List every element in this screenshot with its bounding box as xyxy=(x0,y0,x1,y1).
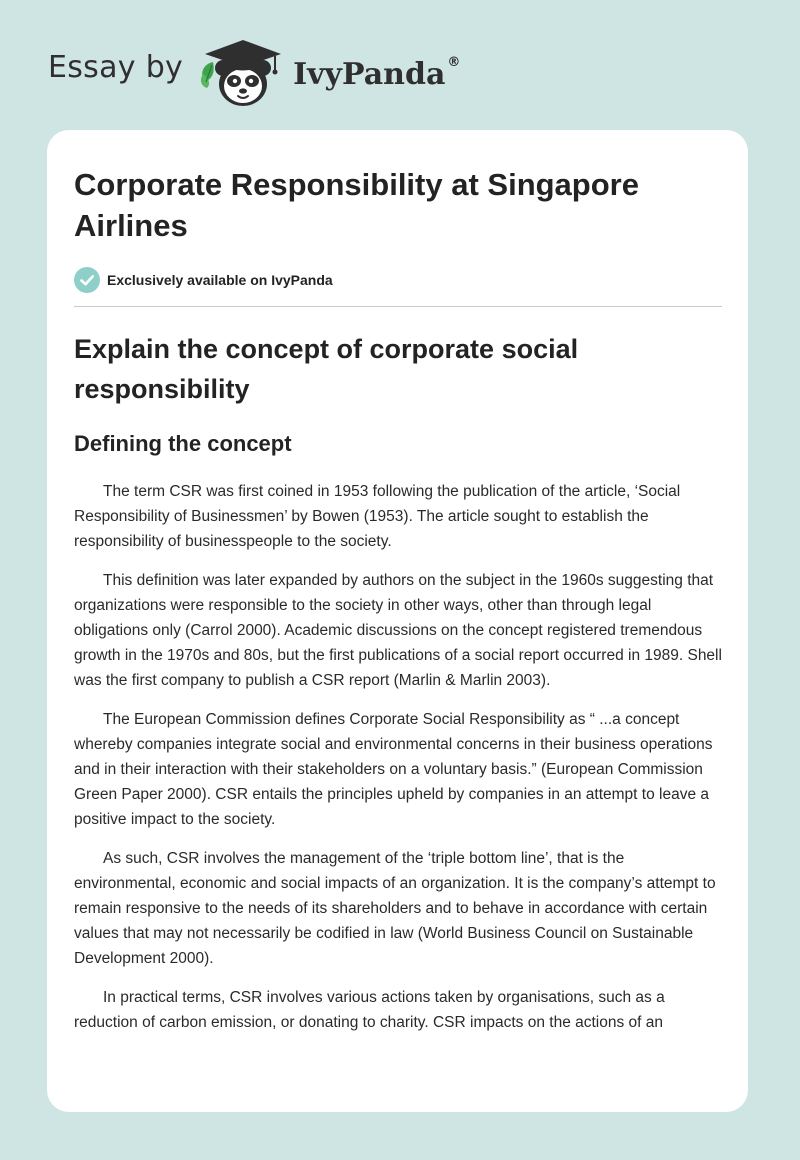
exclusive-label: Exclusively available on IvyPanda xyxy=(107,272,333,288)
panda-graduate-logo-icon xyxy=(195,34,291,110)
essay-content xyxy=(74,164,722,1049)
paragraph: This definition was later expanded by authors on the subject in the 1960s suggesting that organizations were responsible to the society in other ways, other than through legal obligations only (Carrol 2000). Academic discussions on the concept registered tremendous growth in the 1970s and 80s, but the first publications of a social report occurred in 1989. Shell was the first company to publish a CSR report (Marlin & Marlin 2003). xyxy=(74,572,722,689)
divider xyxy=(74,306,722,307)
paragraph: The European Commission defines Corporate Social Responsibility as “ ...a concept whereby companies integrate social and environmental concerns in their business operations and in their interaction with their stakeholders on a voluntary basis.” (European Commission Green Paper 2000). CSR entails the principles upheld by companies in an attempt to leave a positive impact to the society. xyxy=(74,711,713,828)
paragraph: In practical terms, CSR involves various actions taken by organisations, such as a reduction of carbon emission, or donating to charity. CSR impacts on the actions of an xyxy=(74,989,665,1031)
essay-title: Corporate Responsibility at Singapore Airlines xyxy=(74,167,639,243)
essay-card xyxy=(47,130,748,1112)
brand-header[interactable] xyxy=(48,34,460,110)
registered-mark: ® xyxy=(447,54,461,70)
section-heading: Explain the concept of corporate social responsibility xyxy=(74,334,579,404)
essay-body xyxy=(74,479,722,1035)
exclusive-badge xyxy=(74,267,722,293)
brand-name: IvyPanda xyxy=(293,56,446,92)
sub-heading: Defining the concept xyxy=(74,431,292,456)
paragraph: As such, CSR involves the management of the ‘triple bottom line’, that is the environmental, economic and social impacts of an organization. It is the company’s attempt to remain responsive to the needs of its shareholders and to behave in accordance with certain values that may not necessarily be codified in law (World Business Council on Sustainable Development 2000). xyxy=(74,850,716,967)
brand-prefix: Essay by xyxy=(48,49,184,85)
paragraph: The term CSR was first coined in 1953 following the publication of the article, ‘Social Responsibility of Businessmen’ by Bowen (1953). The article sought to establish the responsibility of businesspeople to the society. xyxy=(74,483,681,550)
check-circle-icon xyxy=(74,267,100,293)
